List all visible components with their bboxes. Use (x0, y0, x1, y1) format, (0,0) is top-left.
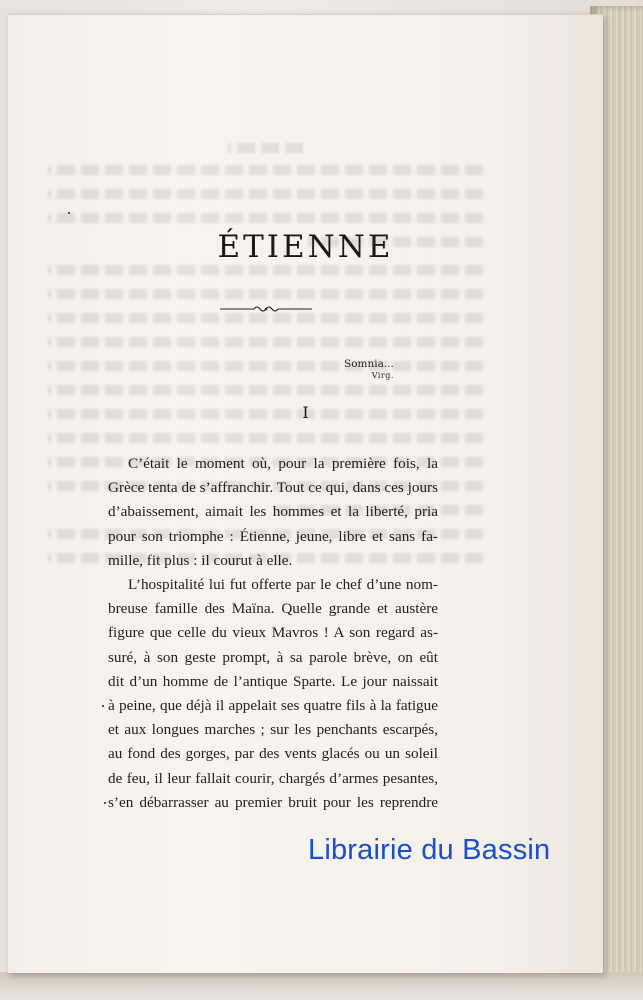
ornament-divider (220, 303, 312, 315)
table-surface (0, 972, 643, 1000)
text-line: mille, fit plus : il courut à elle. (108, 551, 293, 569)
chapter-title: ÉTIENNE (217, 229, 394, 265)
epigraph (344, 358, 394, 380)
epigraph-text: Somnia... (344, 358, 394, 370)
text-line: et aux longues marches ; sur les penchants escarpés, (108, 721, 438, 739)
epigraph-source: Virg. (371, 371, 394, 380)
text-line: d’abaissement, aimait les hommes et la liberté, pria (108, 503, 438, 521)
paper-speck (102, 705, 104, 707)
text-line: C’était le moment où, pour la première fois, la (128, 455, 438, 472)
text-line: s’en débarrasser au premier bruit pour les reprendre (108, 793, 438, 811)
text-line: de feu, il leur fallait courir, chargés d’armes pesantes, (108, 769, 438, 787)
text-line: suré, à son geste prompt, à sa parole brève, on eût (108, 648, 438, 666)
text-line: au fond des gorges, par des vents glacés ou un soleil (108, 745, 438, 763)
chapter-number: I (302, 403, 309, 422)
paper-speck (68, 212, 70, 214)
body-text (108, 452, 438, 815)
text-line: figure que celle du vieux Mavros ! A son regard as- (108, 624, 438, 642)
text-line: L’hospitalité lui fut offerte par le chef d’une nom- (128, 576, 438, 594)
paper-speck (104, 802, 106, 804)
book-page (8, 14, 603, 973)
text-line: dit d’un homme de l’antique Sparte. Le jour naissait (108, 672, 438, 690)
text-line: pour son triomphe : Étienne, jeune, libre et sans fa- (108, 527, 438, 545)
watermark-text: Librairie du Bassin (308, 834, 551, 866)
text-line: à peine, que déjà il appelait ses quatre fils à la fatigue (108, 697, 438, 715)
text-line: breuse famille des Maïna. Quelle grande et austère (108, 600, 438, 618)
text-line: Grèce tenta de s’affranchir. Tout ce qui, dans ces jours (108, 479, 438, 497)
